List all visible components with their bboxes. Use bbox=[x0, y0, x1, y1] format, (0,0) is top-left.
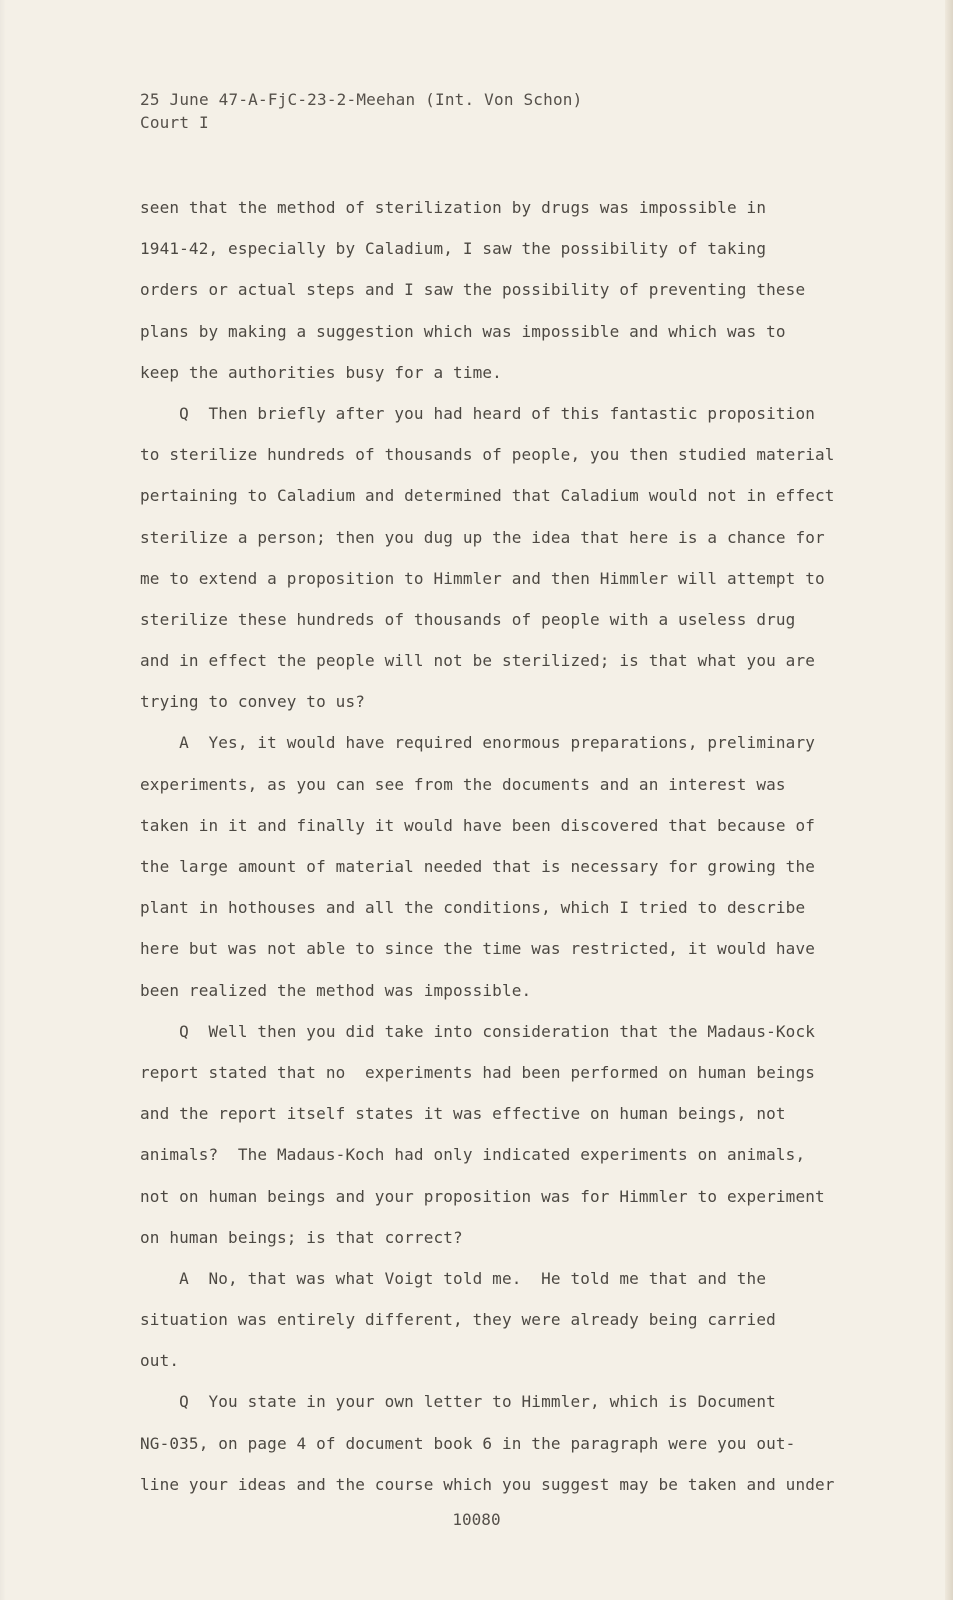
text-line: Q Well then you did take into consideration that the Madaus-Kock bbox=[140, 1021, 816, 1041]
text-line: here but was not able to since the time was restricted, it would have bbox=[140, 939, 816, 959]
text-line: trying to convey to us? bbox=[140, 692, 366, 712]
page-number: 10080 bbox=[452, 1510, 501, 1529]
text-line: situation was entirely different, they were already being carried bbox=[140, 1310, 776, 1330]
text-line: and the report itself states it was effective on human beings, not bbox=[140, 1104, 786, 1124]
text-line: been realized the method was impossible. bbox=[140, 980, 532, 1000]
header-line-2: Court I bbox=[140, 113, 209, 132]
text-line: line your ideas and the course which you suggest may be taken and under bbox=[140, 1474, 835, 1494]
text-line: A Yes, it would have required enormous preparations, preliminary bbox=[140, 733, 816, 753]
text-line: out. bbox=[140, 1351, 180, 1371]
page-edge bbox=[945, 0, 953, 1600]
transcript-body bbox=[140, 187, 870, 1505]
text-line: A No, that was what Voigt told me. He told me that and the bbox=[140, 1268, 767, 1288]
text-line: Q You state in your own letter to Himmler, which is Document bbox=[140, 1392, 776, 1412]
text-line: me to extend a proposition to Himmler and then Himmler will attempt to bbox=[140, 568, 825, 588]
text-line: 1941-42, especially by Caladium, I saw the possibility of taking bbox=[140, 239, 767, 259]
text-line: taken in it and finally it would have been discovered that because of bbox=[140, 815, 816, 835]
text-line: animals? The Madaus-Koch had only indicated experiments on animals, bbox=[140, 1145, 806, 1165]
text-line: orders or actual steps and I saw the possibility of preventing these bbox=[140, 280, 806, 300]
text-line: sterilize these hundreds of thousands of people with a useless drug bbox=[140, 609, 796, 629]
text-line: sterilize a person; then you dug up the idea that here is a chance for bbox=[140, 527, 825, 547]
text-line: not on human beings and your proposition was for Himmler to experiment bbox=[140, 1186, 825, 1206]
text-line: and in effect the people will not be sterilized; is that what you are bbox=[140, 651, 816, 671]
text-line: on human beings; is that correct? bbox=[140, 1227, 463, 1247]
text-line: NG-035, on page 4 of document book 6 in the paragraph were you out- bbox=[140, 1433, 796, 1453]
text-line: experiments, as you can see from the documents and an interest was bbox=[140, 774, 786, 794]
text-line: Q Then briefly after you had heard of this fantastic proposition bbox=[140, 403, 816, 423]
header-line-1: 25 June 47-A-FjC-23-2-Meehan (Int. Von Schon) bbox=[140, 90, 583, 109]
text-line: pertaining to Caladium and determined that Caladium would not in effect bbox=[140, 486, 835, 506]
text-line: report stated that no experiments had been performed on human beings bbox=[140, 1062, 816, 1082]
text-line: plans by making a suggestion which was impossible and which was to bbox=[140, 321, 786, 341]
text-line: to sterilize hundreds of thousands of people, you then studied material bbox=[140, 445, 835, 465]
text-line: plant in hothouses and all the conditions, which I tried to describe bbox=[140, 898, 806, 918]
text-line: the large amount of material needed that is necessary for growing the bbox=[140, 857, 816, 876]
text-line: seen that the method of sterilization by drugs was impossible in bbox=[140, 198, 767, 217]
text-line: keep the authorities busy for a time. bbox=[140, 362, 502, 382]
document-header bbox=[140, 88, 582, 134]
